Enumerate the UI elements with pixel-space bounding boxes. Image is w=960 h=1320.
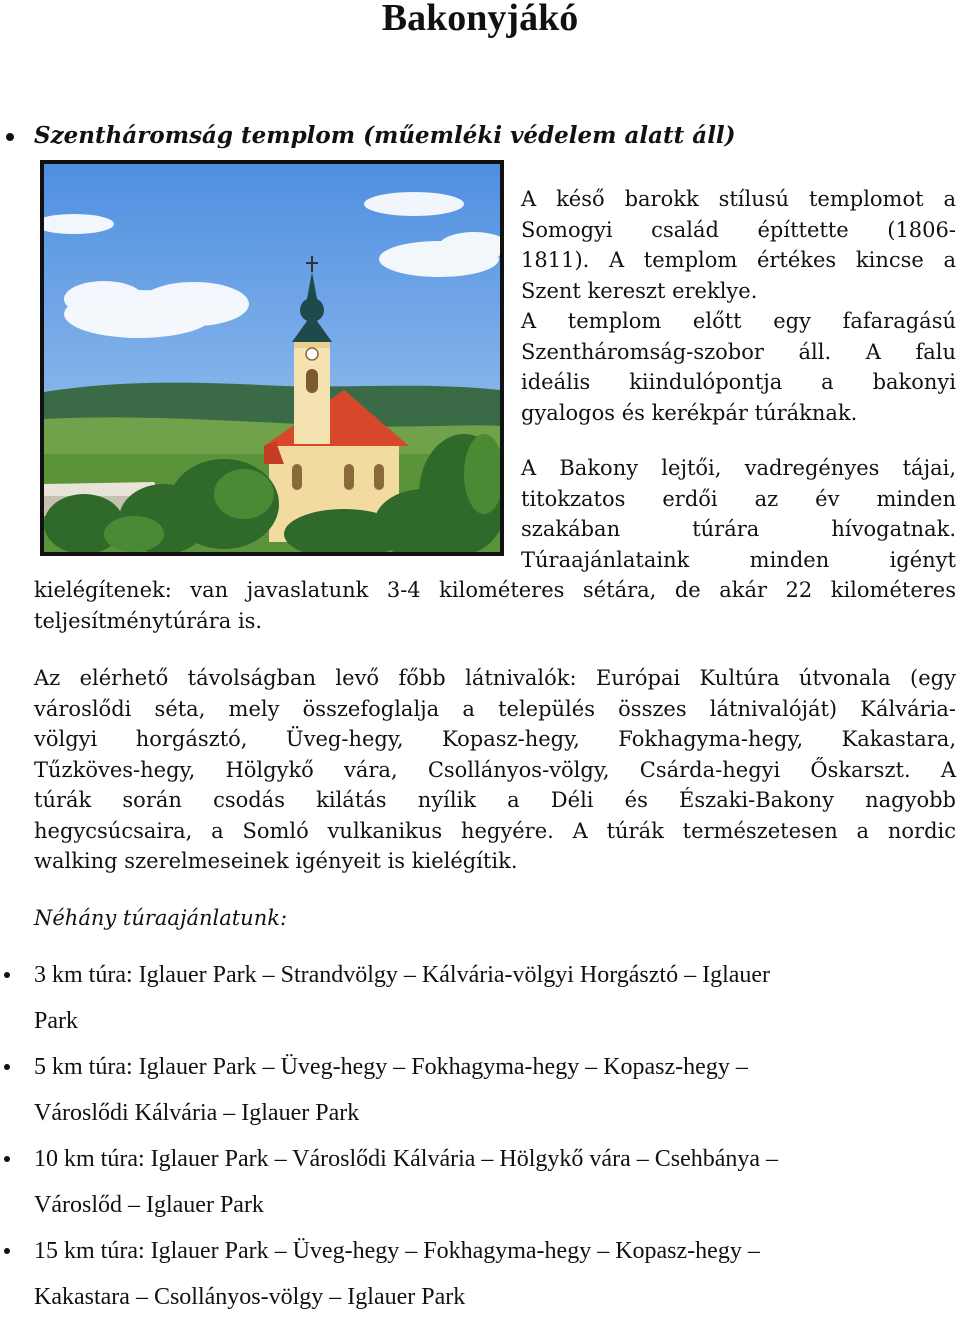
bullet-icon (4, 1248, 10, 1254)
sights-line: Az elérhető távolságban levő főbb látnivalók: Európai Kultúra útvonala (egy (34, 666, 956, 690)
church-statue (521, 306, 956, 428)
tour-line: Városlődi Kálvária – Iglauer Park (34, 1100, 360, 1126)
sights-line: hegycsúcsaira, a Somló vulkanikus hegyére. A túrák természetesen a nordic (34, 818, 956, 843)
statue-line: gyalogos és kerékpár túráknak. (521, 400, 858, 425)
bakony-line: titokzatos erdői az év minden (521, 486, 956, 511)
bullet-icon (4, 972, 10, 978)
bakony-line: kielégítenek: van javaslatunk 3-4 kilométeres sétára, de akár 22 kilométeres (34, 578, 956, 602)
bakony-paragraph (521, 453, 956, 575)
bakony-line: teljesítménytúrára is. (34, 608, 263, 633)
bakony-line: szakában túrára hívogatnak. (521, 517, 956, 541)
sights-line: völgyi horgásztó, Üveg-hegy, Kopasz-hegy, Fokhagyma-hegy, Kakastara, (34, 727, 956, 751)
intro-line: Somogyi család építtette (1806- (521, 217, 956, 242)
tour-item (34, 1228, 954, 1320)
intro-line: Szent kereszt ereklye. (521, 278, 758, 303)
tour-line: Kakastara – Csollányos-völgy – Iglauer Park (34, 1284, 466, 1310)
sights-line: túrák során csodás kilátás nyílik a Déli és Északi-Bakony nagyobb (34, 788, 956, 812)
statue-line: Szentháromság-szobor áll. A falu (521, 339, 956, 364)
bullet-icon (4, 1064, 10, 1070)
statue-line: A templom előtt egy fafaragású (521, 309, 956, 333)
sights-paragraph (34, 663, 956, 877)
tour-item (34, 952, 954, 1044)
tour-line: 10 km túra: Iglauer Park – Városlődi Kálvária – Hölgykő vára – Csehbánya – (34, 1146, 779, 1172)
bakony-line: Túraajánlataink minden igényt (521, 547, 956, 572)
tour-item (34, 1136, 954, 1228)
intro-line: 1811). A templom értékes kincse a (521, 248, 956, 272)
tour-line: 3 km túra: Iglauer Park – Strandvölgy – Kálvária-völgyi Horgásztó – Iglauer (34, 962, 771, 988)
tour-line: Városlőd – Iglauer Park (34, 1192, 264, 1218)
church-intro (521, 184, 956, 306)
statue-line: ideális kiindulópontja a bakonyi (521, 370, 956, 394)
bullet-icon (6, 133, 14, 141)
tour-line: Park (34, 1008, 78, 1034)
bakony-paragraph-wrap (34, 575, 956, 636)
page-title: Bakonyjákó (381, 0, 579, 39)
bakony-line: A Bakony lejtői, vadregényes tájai, (521, 456, 956, 480)
sights-line: Tűzköves-hegy, Hölgykő vára, Csollányos-völgy, Csárda-hegyi Őskarszt. A (34, 757, 956, 782)
sights-line: városlődi séta, mely összefoglalja a település összes látnivalóját) Kálvária- (34, 696, 956, 721)
intro-line: A késő barokk stílusú templomot a (521, 187, 956, 211)
tour-item (34, 1044, 954, 1136)
tour-line: 5 km túra: Iglauer Park – Üveg-hegy – Fokhagyma-hegy – Kopasz-hegy – (34, 1054, 748, 1080)
church-heading: Szentháromság templom (műemléki védelem alatt áll) (34, 122, 736, 149)
bullet-icon (4, 1156, 10, 1162)
tours-heading: Néhány túraajánlatunk: (34, 906, 288, 930)
church-photo (40, 160, 504, 556)
sights-line: walking szerelmeseinek igényeit is kielégítik. (34, 849, 518, 873)
church-illustration (44, 164, 500, 552)
tour-line: 15 km túra: Iglauer Park – Üveg-hegy – Fokhagyma-hegy – Kopasz-hegy – (34, 1238, 760, 1264)
